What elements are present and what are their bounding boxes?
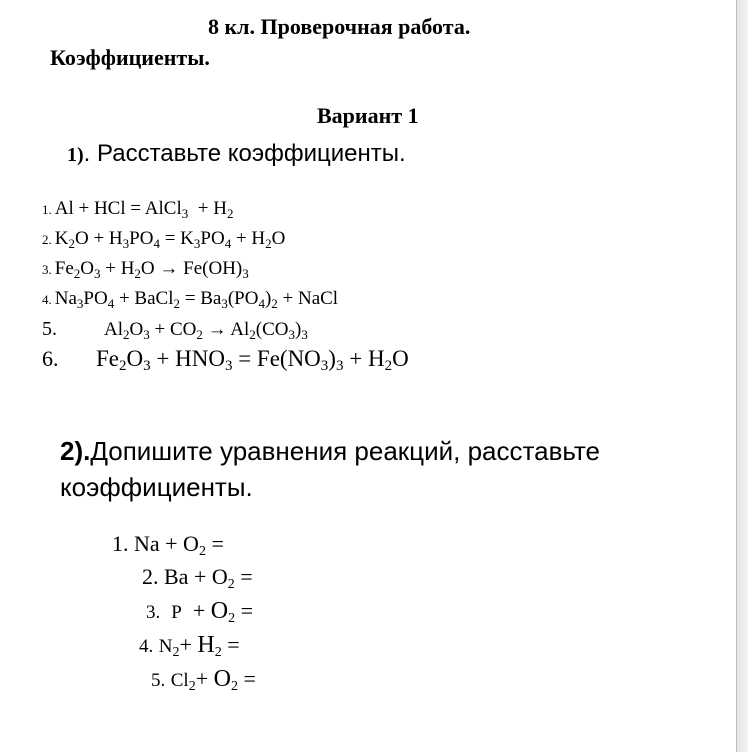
- page-edge: [736, 0, 748, 752]
- completion-number: 5.: [151, 670, 166, 691]
- variant-heading: Вариант 1: [317, 103, 419, 128]
- task2-text: Допишите уравнения реакций, расставьте коэффициенты.: [60, 436, 600, 502]
- completion-1: 1. $Na + O_2$ =: [112, 531, 224, 559]
- completion-2: 2. $Ba + O_2$ =: [142, 564, 253, 592]
- completion-5: 5. $Cl_2+ O_2$ =: [151, 666, 256, 694]
- equation-number: 1.: [42, 202, 52, 217]
- equation-number: 6.: [42, 346, 59, 371]
- equation-1: 1. Al + HCl = AlCl$_3$ + $H_2$: [42, 198, 234, 221]
- worksheet-title: 8 кл. Проверочная работа.: [208, 14, 471, 39]
- equation-4: 4. $Na_3PO_4$ + BaCl$_2$ = $Ba_3(PO_4)_2$ + NaCl: [42, 288, 339, 311]
- task2-heading: [60, 433, 700, 505]
- completion-number: 1.: [112, 531, 129, 556]
- equation-3: 3. $Fe_2O_3 + H_2O \to Fe(OH)_3$: [42, 258, 249, 281]
- completion-number: 3.: [146, 602, 161, 623]
- equation-number: 4.: [42, 292, 52, 307]
- equation-number: 2.: [42, 232, 52, 247]
- worksheet-topic: Коэффициенты.: [50, 45, 210, 70]
- task1-text: . Расставьте коэффициенты.: [83, 140, 406, 167]
- task2-number: 2).: [60, 436, 91, 466]
- task1-number: 1): [67, 144, 84, 166]
- equation-number: 5.: [42, 318, 57, 340]
- equation-6: 6. $Fe_2O_3 + HNO_3 = Fe(NO_3)_3 + H_2O$: [42, 346, 409, 374]
- completion-3: 3. $P + O_2$ =: [146, 598, 254, 626]
- equation-2: 2. $K_2O + H_3PO_4 = K_3PO_4 + H_2O$: [42, 228, 286, 251]
- equation-5: 5. $Al_2O_3 + CO_2 \to Al_2(CO_3)_3$: [42, 318, 308, 342]
- completion-number: 2.: [142, 564, 159, 589]
- completion-4: 4. $N_2+ H_2$ =: [139, 632, 240, 660]
- task1-heading: [67, 140, 406, 168]
- equation-number: 3.: [42, 262, 52, 277]
- completion-number: 4.: [139, 636, 154, 657]
